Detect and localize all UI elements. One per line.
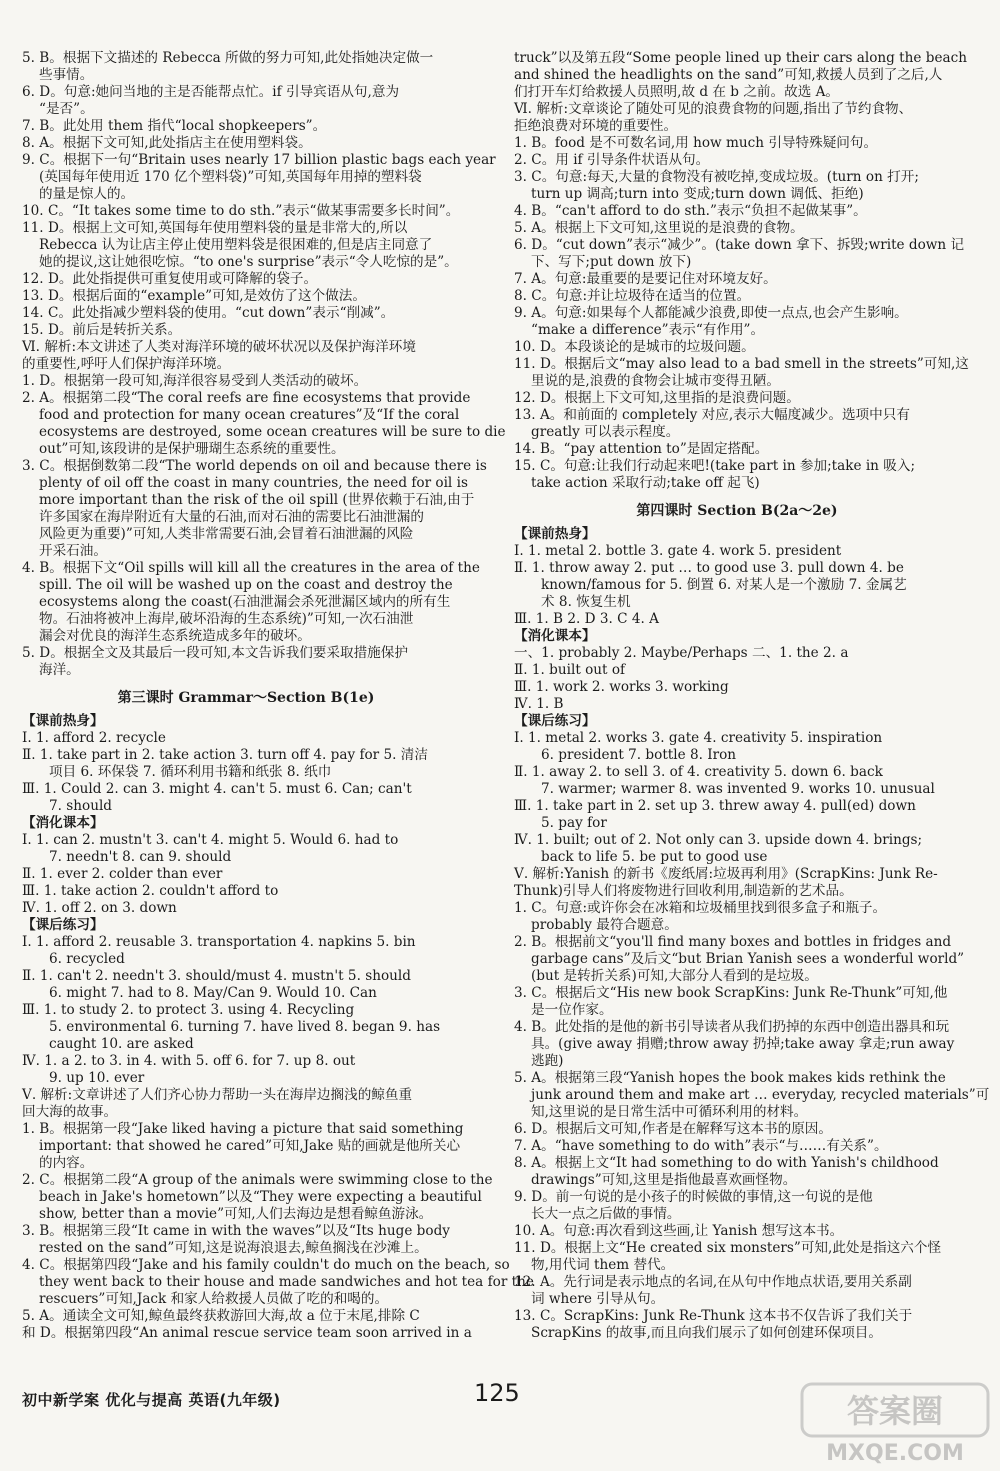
answer-line: 5. environmental 6. turning 7. have lived 8. began 9. has	[49, 1019, 441, 1035]
answer-line: 项目 6. 环保袋 7. 循环利用书籍和纸张 8. 纸巾	[49, 764, 332, 780]
answer-line: Ⅰ. 1. afford 2. reusable 3. transportation 4. napkins 5. bin	[22, 934, 416, 950]
subsection-heading: 【课后练习】	[22, 917, 104, 933]
answer-line: drawings”可知,这里是指他最喜欢画怪物。	[531, 1172, 797, 1188]
answer-line: turn up 调高;turn into 变成;turn down 调低、拒绝)	[531, 186, 864, 202]
answer-line: 1. B。food 是不可数名词,用 how much 引导特殊疑问句。	[514, 135, 878, 151]
answer-line: 7. needn't 8. can 9. should	[49, 849, 232, 865]
answer-line: greatly 可以表示程度。	[531, 424, 680, 440]
answer-line: 的内容。	[39, 1155, 94, 1171]
answer-line: 5. A。根据上下文可知,这里说的是浪费的食物。	[514, 220, 804, 236]
subsection-heading: 【消化课本】	[22, 815, 104, 831]
answer-line: more important than the risk of the oil spill (世界依赖于石油,由于	[39, 492, 475, 508]
answer-line: 12. D。根据上下文可知,这里指的是浪费问题。	[514, 390, 800, 406]
answer-line: 的重要性,呼吁人们保护海洋环境。	[22, 356, 231, 372]
answer-line: 开采石油。	[39, 543, 107, 559]
answer-line: 9. C。根据下一句“Britain uses nearly 17 billion plastic bags each year	[22, 152, 496, 168]
answer-line: Ⅵ. 解析:文章谈论了随处可见的浪费食物的问题,指出了节约食物、	[514, 101, 913, 117]
answer-line: and shined the headlights on the sand”可知,救援人员到了之后,人	[514, 67, 943, 83]
answer-line: they went back to their house and made sandwiches and hot tea for the	[39, 1274, 534, 1290]
answer-line: 8. C。句意:并让垃圾待在适当的位置。	[514, 288, 751, 304]
answer-line: Ⅲ. 1. B 2. D 3. C 4. A	[514, 611, 659, 627]
answer-line: Ⅳ. 1. built; out of 2. Not only can 3. upside down 4. brings;	[514, 832, 923, 848]
answer-line: 8. A。根据上文“It had something to do with Yanish's childhood	[514, 1155, 939, 1171]
answer-line: Ⅱ. 1. throw away 2. put … to good use 3. pull down 4. be	[514, 560, 904, 576]
watermark-url: MXQE.COM	[826, 1441, 964, 1466]
answer-line: show, better than a movie”可知,人们去海边是想看鲸鱼游泳。	[39, 1206, 433, 1222]
answer-line: rescuers”可知,Jack 和家人给救援人员做了吃的和喝的。	[39, 1291, 389, 1307]
answer-line: 物,用代词 them 替代。	[531, 1257, 675, 1273]
answer-line: spill. The oil will be washed up on the coast and destroy the	[39, 577, 453, 593]
answer-line: 6. D。句意:她问当地的主是否能帮点忙。if 引导宾语从句,意为	[22, 84, 400, 100]
answer-line: Ⅱ. 1. built out of	[514, 662, 626, 678]
answer-line: 的量是惊人的。	[39, 186, 135, 202]
answer-line: Ⅲ. 1. take part in 2. set up 3. threw away 4. pull(ed) down	[514, 798, 916, 814]
answer-line: 知,这里说的是日常生活中可循环利用的材料。	[531, 1104, 808, 1120]
answer-line: 7. warmer; warmer 8. was invented 9. works 10. unusual	[541, 781, 935, 797]
subsection-heading: 【课后练习】	[514, 713, 596, 729]
answer-line: 6. recycled	[49, 951, 125, 967]
answer-line: 逃跑)	[531, 1053, 564, 1069]
answer-line: take action 采取行动;take off 起飞)	[531, 475, 760, 491]
answer-line: 9. D。前一句说的是小孩子的时候做的事情,这一句说的是他	[514, 1189, 873, 1205]
answer-line: 11. D。根据后文“may also lead to a bad smell in the streets”可知,这	[514, 356, 969, 372]
answer-line: 和 D。根据第四段“An animal rescue service team soon arrived in a	[22, 1325, 472, 1341]
right-column	[514, 50, 990, 1342]
answer-line: 12. D。此处指提供可重复使用或可降解的袋子。	[22, 271, 318, 287]
answer-line: Ⅴ. 解析:文章讲述了人们齐心协力帮助一头在海岸边搁浅的鲸鱼重	[22, 1087, 413, 1103]
answer-line: 术 8. 恢复生机	[541, 594, 631, 610]
answer-line: 风险更为重要)”可知,人类非常需要石油,会冒着石油泄漏的风险	[39, 526, 414, 542]
answer-line: 们打开车灯给救援人员照明,故 d 在 b 之前。故选 A。	[514, 84, 840, 100]
answer-line: food and protection for many ocean creatures”及“If the coral	[39, 407, 460, 423]
answer-line: probably 最符合题意。	[531, 917, 678, 933]
answer-line: 3. B。根据第三段“It came in with the waves”以及“Its huge body	[22, 1223, 450, 1239]
answer-line: 9. up 10. ever	[49, 1070, 145, 1086]
answer-line: 7. B。此处用 them 指代“local shopkeepers”。	[22, 118, 327, 134]
answer-line: 11. D。根据上文“He created six monsters”可知,此处是指这六个怪	[514, 1240, 942, 1256]
answer-line: 1. C。句意:或许你会在冰箱和垃圾桶里找到很多盒子和瓶子。	[514, 900, 887, 916]
answer-line: Ⅱ. 1. take part in 2. take action 3. turn off 4. pay for 5. 清洁	[22, 747, 428, 763]
answer-line: 14. B。“pay attention to”是固定搭配。	[514, 441, 769, 457]
answer-line: 漏会对优良的海洋生态系统造成多年的破坏。	[39, 628, 311, 644]
answer-line: 物。石油将被冲上海岸,破坏沿海的生态系统)”可知,一次石油泄	[39, 611, 414, 627]
answer-line: 3. C。句意:每天,大量的食物没有被吃掉,变成垃圾。(turn on 打开;	[514, 169, 919, 185]
watermark-text: 答案圈	[846, 1392, 944, 1430]
answer-line: 她的提议,这让她很吃惊。“to one's surprise”表示“令人吃惊的是”。	[39, 254, 458, 270]
answer-line: 是一位作家。	[531, 1002, 613, 1018]
answer-line: 10. A。句意:再次看到这些画,让 Yanish 想写这本书。	[514, 1223, 844, 1239]
answer-line: 7. A。句意:最重要的是要记住对环境友好。	[514, 271, 777, 287]
answer-line: 回大海的故事。	[22, 1104, 118, 1120]
answer-line: Ⅱ. 1. ever 2. colder than ever	[22, 866, 223, 882]
answer-line: Ⅰ. 1. metal 2. bottle 3. gate 4. work 5. president	[514, 543, 842, 559]
answer-line: Ⅰ. 1. can 2. mustn't 3. can't 4. might 5. Would 6. had to	[22, 832, 399, 848]
answer-line: 6. might 7. had to 8. May/Can 9. Would 10. Can	[49, 985, 377, 1001]
answer-line: Ⅱ. 1. can't 2. needn't 3. should/must 4. mustn't 5. should	[22, 968, 411, 984]
answer-line: 5. B。根据下文描述的 Rebecca 所做的努力可知,此处指她决定做一	[22, 50, 434, 66]
answer-line: 4. B。根据下文“Oil spills will kill all the creatures in the area of the	[22, 560, 480, 576]
answer-line: “是否”。	[39, 101, 94, 117]
answer-line: 4. B。“can't afford to do sth.”表示“负担不起做某事”。	[514, 203, 867, 219]
left-column	[22, 50, 534, 1342]
answer-line: 3. C。根据后文“His new book ScrapKins: Junk Re-Thunk”可知,他	[514, 985, 948, 1001]
answer-line: 5. A。通读全文可知,鲸鱼最终获救游回大海,故 a 位于末尾,排除 C	[22, 1308, 420, 1324]
answer-line: 7. should	[49, 798, 113, 814]
answer-line: 7. A。“have something to do with”表示“与……有关系”。	[514, 1138, 888, 1154]
book-title: 初中新学案 优化与提高 英语(九年级)	[22, 1391, 281, 1409]
answer-line: 长大一点之后做的事情。	[531, 1206, 681, 1222]
answer-line: out”可知,该段讲的是保护珊瑚生态系统的重要性。	[39, 441, 345, 457]
answer-line: Ⅳ. 1. off 2. on 3. down	[22, 900, 177, 916]
answer-line: 2. A。根据第二段“The coral reefs are fine ecosystems that provide	[22, 390, 471, 406]
answer-line: junk around them and make art … everyday, recycled materials”可	[531, 1087, 990, 1103]
answer-line: 4. B。此处指的是他的新书引导读者从我们扔掉的东西中创造出器具和玩	[514, 1019, 950, 1035]
answer-line: 1. D。根据第一段可知,海洋很容易受到人类活动的破坏。	[22, 373, 368, 389]
section-title: 第三课时 Grammar～Section B(1e)	[117, 690, 375, 706]
answer-line: Ⅲ. 1. work 2. works 3. working	[514, 679, 729, 695]
answer-line: 14. C。此处指减少塑料袋的使用。“cut down”表示“削减”。	[22, 305, 395, 321]
answer-line: Ⅱ. 1. away 2. to sell 3. of 4. creativity 5. down 6. back	[514, 764, 883, 780]
answer-line: Ⅲ. 1. Could 2. can 3. might 4. can't 5. must 6. Can; can't	[22, 781, 412, 797]
answer-line: 具。(give away 捐赠;throw away 扔掉;take away 拿走;run away	[531, 1036, 955, 1052]
page-number: 125	[474, 1379, 520, 1407]
answer-line: caught 10. are asked	[49, 1036, 194, 1052]
answer-line: Ⅲ. 1. to study 2. to protect 3. using 4. Recycling	[22, 1002, 355, 1018]
answer-line: Ⅳ. 1. B	[514, 696, 564, 712]
answer-line: “make a difference”表示“有作用”。	[531, 322, 765, 338]
answer-line: 10. C。“It takes some time to do sth.”表示“做某事需要多长时间”。	[22, 203, 460, 219]
answer-line: truck”以及第五段“Some people lined up their cars along the beach	[514, 50, 967, 66]
watermark-logo	[800, 1380, 990, 1466]
answer-line: Ⅲ. 1. take action 2. couldn't afford to	[22, 883, 279, 899]
answer-line: important: that showed he cared”可知,Jake 贴的画就是他所关心	[39, 1138, 461, 1154]
answer-line: 拒绝浪费对环境的重要性。	[514, 118, 678, 134]
section-title: 第四课时 Section B(2a～2e)	[636, 503, 838, 519]
answer-line: 些事情。	[39, 67, 94, 83]
answer-line: 13. D。根据后面的“example”可知,是效仿了这个做法。	[22, 288, 366, 304]
answer-line: ecosystems are destroyed, some ocean creatures will be sure to die	[39, 424, 506, 440]
answer-line: back to life 5. be put to good use	[541, 849, 768, 865]
answer-line: 12. A。先行词是表示地点的名词,在从句中作地点状语,要用关系副	[514, 1274, 912, 1290]
answer-line: 下、写下;put down 放下)	[531, 254, 692, 270]
answer-line: 海洋。	[39, 662, 80, 678]
answer-line: plenty of oil off the coast in many countries, the need for oil is	[39, 475, 468, 491]
answer-line: 6. D。“cut down”表示“减少”。(take down 拿下、拆毁;write down 记	[514, 237, 965, 253]
answer-line: 4. C。根据第四段“Jake and his family couldn't do much on the beach, so	[22, 1257, 510, 1273]
answer-line: 3. C。根据倒数第二段“The world depends on oil and because there is	[22, 458, 487, 474]
answer-line: 词 where 引导从句。	[531, 1291, 665, 1307]
answer-line: 6. president 7. bottle 8. Iron	[541, 747, 737, 763]
answer-line: 许多国家在海岸附近有大量的石油,而对石油的需要比石油泄漏的	[39, 509, 424, 525]
answer-line: rested on the sand”可知,这是说海浪退去,鲸鱼搁浅在沙滩上。	[39, 1240, 428, 1256]
answer-line: 13. A。和前面的 completely 对应,表示大幅度减少。选项中只有	[514, 407, 910, 423]
answer-line: 2. C。用 if 引导条件状语从句。	[514, 152, 710, 168]
answer-line: 2. C。根据第二段“A group of the animals were swimming close to the	[22, 1172, 493, 1188]
answer-line: 6. D。根据后文可知,作者是在解释写这本书的原因。	[514, 1121, 832, 1137]
answer-line: 2. B。根据前文“you'll find many boxes and bottles in fridges and	[514, 934, 952, 950]
answer-line: ScrapKins 的故事,而且向我们展示了如何创建环保项目。	[531, 1325, 882, 1341]
answer-line: 13. C。ScrapKins: Junk Re-Thunk 这本书不仅告诉了我们关于	[514, 1308, 913, 1324]
answer-line: (but 是转折关系)可知,大部分人看到的是垃圾。	[531, 968, 818, 984]
answer-line: 10. D。本段谈论的是城市的垃圾问题。	[514, 339, 755, 355]
answer-line: Ⅳ. 1. a 2. to 3. in 4. with 5. off 6. for 7. up 8. out	[22, 1053, 356, 1069]
answer-line: Ⅴ. 解析:Yanish 的新书《废纸屑:垃圾再利用》(ScrapKins: Junk Re-	[514, 866, 938, 882]
answer-line: 里说的是,浪费的食物会让城市变得丑陋。	[531, 373, 781, 389]
subsection-heading: 【消化课本】	[514, 628, 596, 644]
answer-line: 15. D。前后是转折关系。	[22, 322, 182, 338]
answer-line: 9. A。句意:如果每个人都能减少浪费,即使一点点,也会产生影响。	[514, 305, 908, 321]
answer-line: 5. D。根据全文及其最后一段可知,本文告诉我们要采取措施保护	[22, 645, 408, 661]
answer-line: 5. pay for	[541, 815, 607, 831]
answer-line: 15. C。句意:让我们行动起来吧!(take part in 参加;take in 吸入;	[514, 458, 916, 474]
answer-line: known/famous for 5. 倒置 6. 对某人是一个激励 7. 金属艺	[541, 577, 907, 593]
answer-line: beach in Jake's hometown”以及“They were expecting a beautiful	[39, 1189, 482, 1205]
answer-line: (英国每年使用近 170 亿个塑料袋)”可知,英国每年用掉的塑料袋	[39, 169, 422, 185]
answer-line: Ⅰ. 1. afford 2. recycle	[22, 730, 166, 746]
answer-line: Ⅰ. 1. metal 2. works 3. gate 4. creativity 5. inspiration	[514, 730, 883, 746]
answer-line: ecosystems along the coast(石油泄漏会杀死泄漏区域内的所有生	[39, 594, 451, 610]
answer-line: 11. D。根据上文可知,英国每年使用塑料袋的量是非常大的,所以	[22, 220, 408, 236]
answer-line: Rebecca 认为让店主停止使用塑料袋是很困难的,但是店主同意了	[39, 237, 433, 253]
answer-line: 8. A。根据下文可知,此处指店主在使用塑料袋。	[22, 135, 312, 151]
answer-line: Thunk)引导人们将废物进行回收利用,制造新的艺术品。	[514, 883, 853, 899]
subsection-heading: 【课前热身】	[22, 713, 104, 729]
answer-line: 1. B。根据第一段“Jake liked having a picture that said something	[22, 1121, 464, 1137]
answer-line: 5. A。根据第三段“Yanish hopes the book makes kids rethink the	[514, 1070, 946, 1086]
answer-line: 一、1. probably 2. Maybe/Perhaps 二、1. the 2. a	[514, 645, 849, 661]
subsection-heading: 【课前热身】	[514, 526, 596, 542]
answer-line: Ⅵ. 解析:本文讲述了人类对海洋环境的破坏状况以及保护海洋环境	[22, 339, 416, 355]
answer-line: garbage cans”及后文“but Brian Yanish sees a wonderful world”	[531, 951, 965, 967]
